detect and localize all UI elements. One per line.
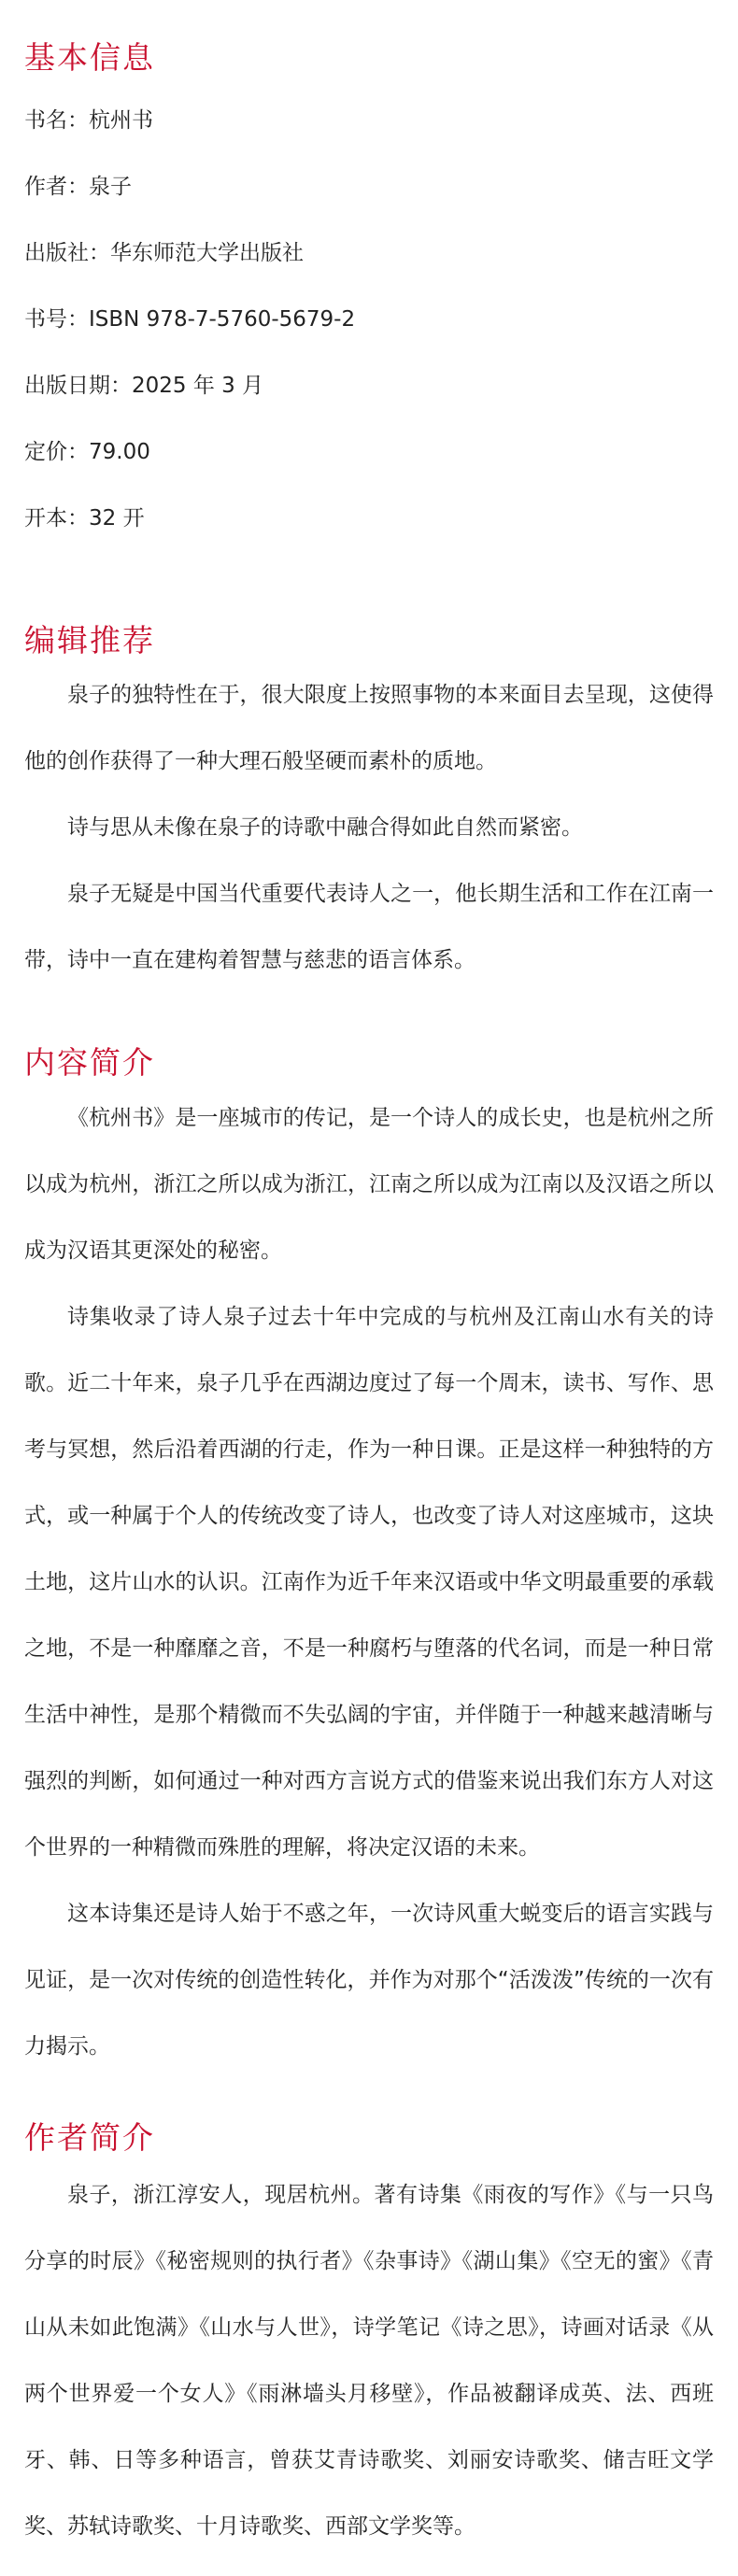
recommendation-paragraph-1: 泉子的独特性在于，很大限度上按照事物的本来面目去呈现，这使得他的创作获得了一种大理石般坚硬而素朴的质地。 [24,683,714,773]
recommendation-paragraph-3: 泉子无疑是中国当代重要代表诗人之一，他长期生活和工作在江南一带，诗中一直在建构着智慧与慈悲的语言体系。 [24,882,714,972]
info-title: 书名：杭州书 [24,108,153,133]
info-format: 开本：32 开 [24,506,145,531]
recommendation-heading: 编辑推荐 [24,622,155,658]
basic-info-heading: 基本信息 [24,39,155,76]
info-isbn: 书号：ISBN 978-7-5760-5679-2 [24,307,356,332]
info-price: 定价：79.00 [24,440,150,464]
info-publisher: 出版社：华东师范大学出版社 [24,241,304,265]
author-paragraph-1: 泉子，浙江淳安人，现居杭州。著有诗集《雨夜的写作》《与一只鸟分享的时辰》《秘密规则的执行者》《杂事诗》《湖山集》《空无的蜜》《青山从未如此饱满》《山水与人世》，诗学笔记《诗之思》，诗画对话录《从两个世界爱一个女人》《雨淋墙头月移壁》，作品被翻译成英、法、西班牙、韩、日等多种语言，曾获艾青诗歌奖、刘丽安诗歌奖、储吉旺文学奖、苏轼诗歌奖、十月诗歌奖、西部文学奖等。 [24,2183,714,2539]
summary-heading: 内容简介 [24,1044,155,1081]
recommendation-paragraph-2: 诗与思从未像在泉子的诗歌中融合得如此自然而紧密。 [67,815,583,840]
summary-paragraph-2: 诗集收录了诗人泉子过去十年中完成的与杭州及江南山水有关的诗歌。近二十年来，泉子几乎在西湖边度过了每一个周末，读书、写作、思考与冥想，然后沿着西湖的行走，作为一种日课。正是这样一种独特的方式，或一种属于个人的传统改变了诗人，也改变了诗人对这座城市，这块土地，这片山水的认识。江南作为近千年来汉语或中华文明最重要的承载之地，不是一种靡靡之音，不是一种腐朽与堕落的代名词，而是一种日常生活中神性，是那个精微而不失弘阔的宇宙，并伴随于一种越来越清晰与强烈的判断，如何通过一种对西方言说方式的借鉴来说出我们东方人对这个世界的一种精微而殊胜的理解，将决定汉语的未来。 [24,1305,714,1860]
summary-paragraph-1: 《杭州书》是一座城市的传记，是一个诗人的成长史，也是杭州之所以成为杭州，浙江之所以成为浙江，江南之所以成为江南以及汉语之所以成为汉语其更深处的秘密。 [24,1106,714,1263]
author-heading: 作者简介 [24,2119,155,2156]
info-pub-date: 出版日期：2025 年 3 月 [24,374,264,398]
info-author: 作者：泉子 [24,175,132,199]
summary-paragraph-3: 这本诗集还是诗人始于不惑之年，一次诗风重大蜕变后的语言实践与见证，是一次对传统的创造性转化，并作为对那个“活泼泼”传统的一次有力揭示。 [24,1902,714,2059]
